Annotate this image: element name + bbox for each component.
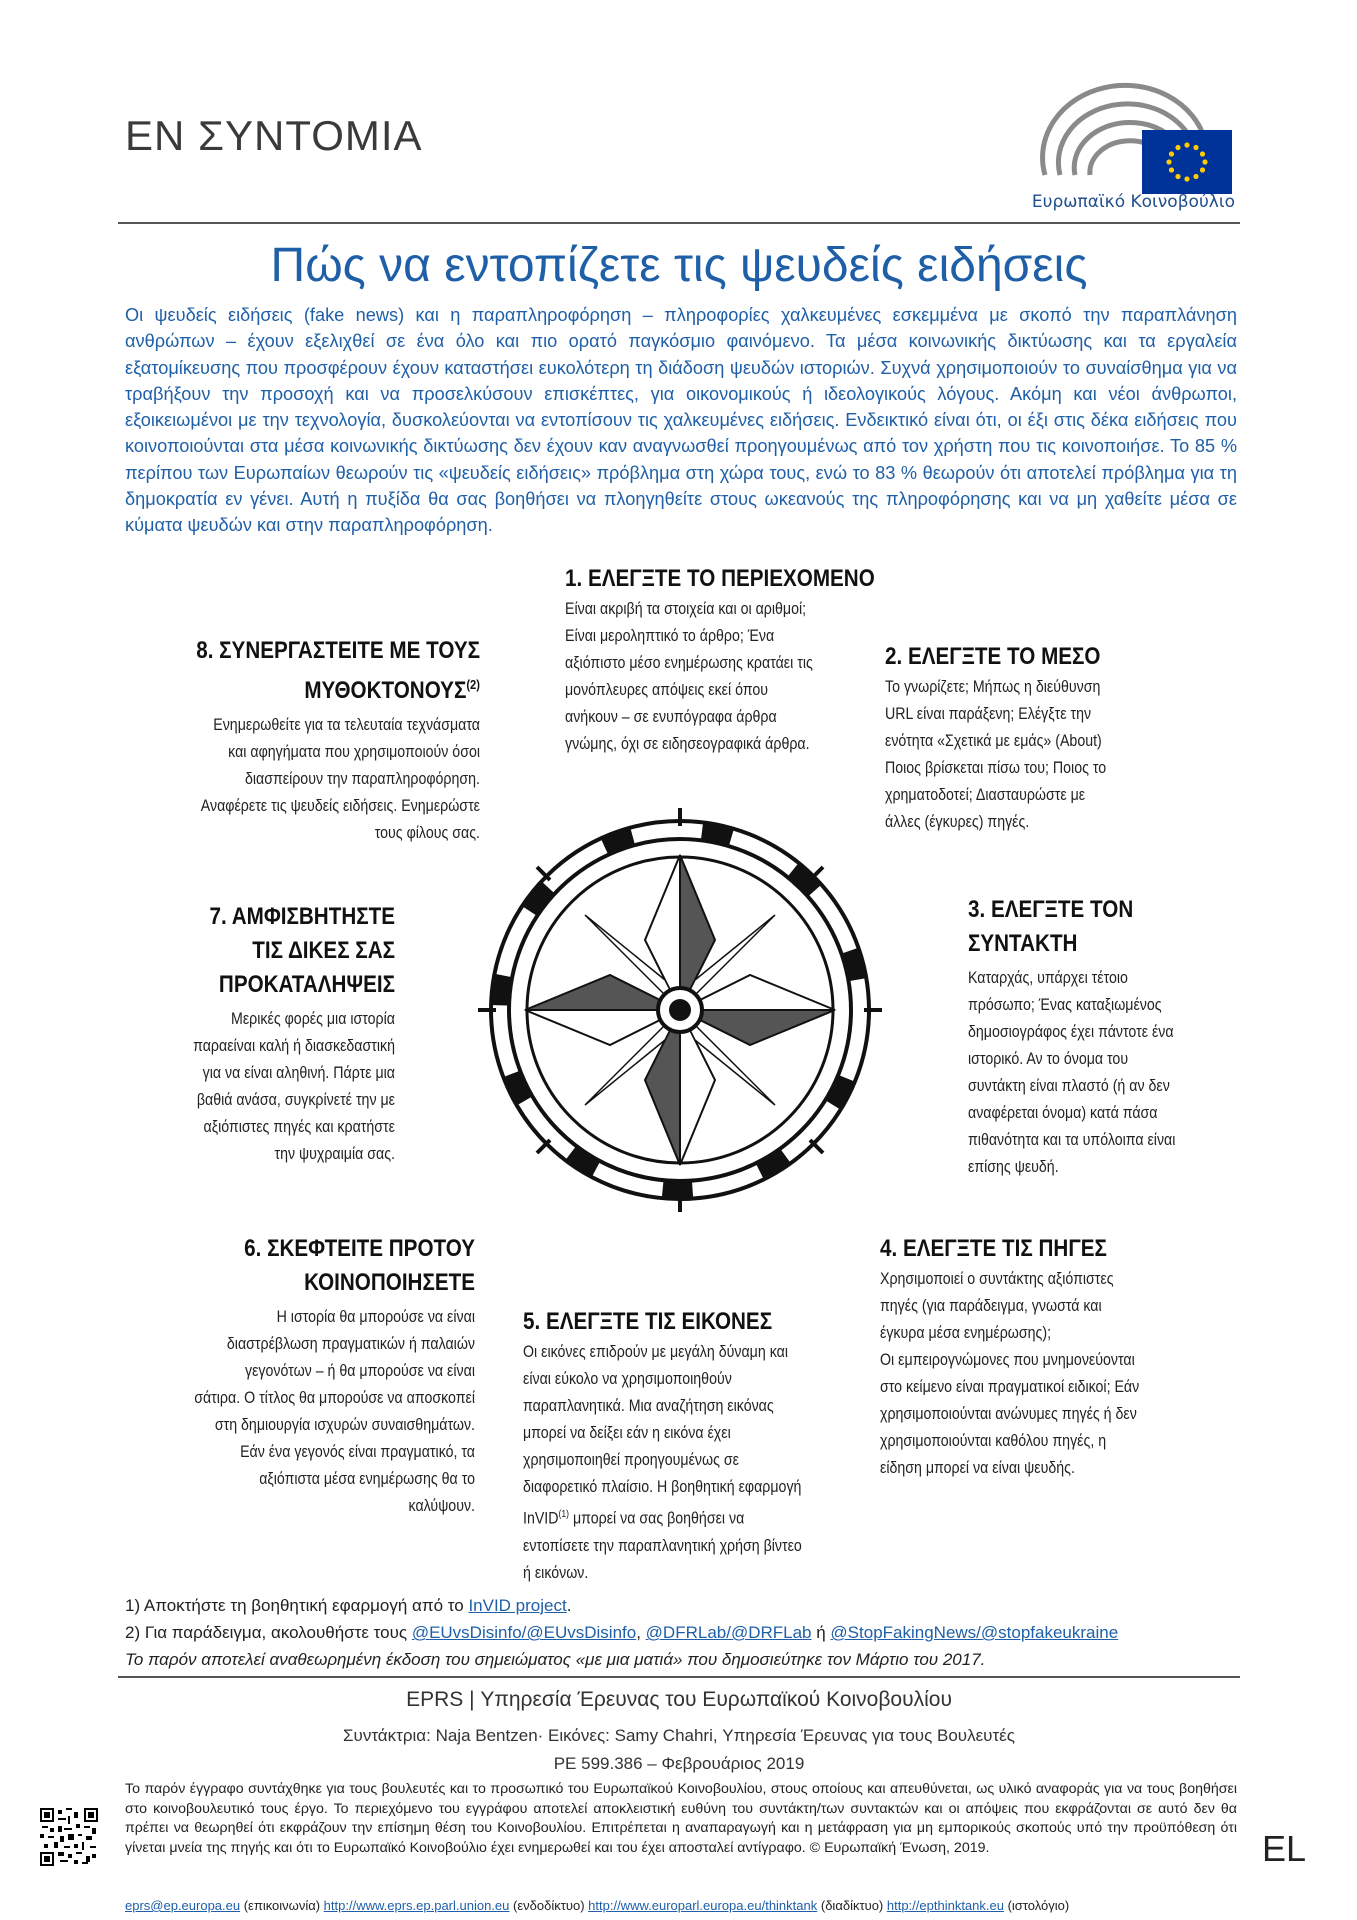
section-heading: 7. ΑΜΦΙΣΒΗΤΗΣΤΕ ΤΙΣ ΔΙΚΕΣ ΣΑΣ ΠΡΟΚΑΤΑΛΗΨΕΙΣ	[209, 903, 395, 998]
section-heading: 5. ΕΛΕΓΞΤΕ ΤΙΣ ΕΙΚΟΝΕΣ	[523, 1308, 773, 1335]
section-check-sources	[880, 1232, 1240, 1482]
section-heading: 4. ΕΛΕΓΞΤΕ ΤΙΣ ΠΗΓΕΣ	[880, 1235, 1107, 1262]
section-body: Είναι ακριβή τα στοιχεία και οι αριθμοί; Είναι μεροληπτικό το άρθρο; Ένα αξιόπιστο μέσο ενημέρωσης κρατάει τις μονόπλευρες απόψεις εκεί όπου ανήκουν – σε ενυπόγραφα άρθρα γνώμης, όχι σε ειδησεογραφικά άρθρα.	[565, 600, 813, 753]
footer-links: eprs@ep.europa.eu (επικοινωνία) http://www.eprs.ep.parl.union.eu (ενδοδίκτυο) http://www.europarl.europa.eu/thinktank (διαδίκτυο) http://epthinktank.eu (ιστολόγιο)	[125, 1898, 1070, 1913]
intro-paragraph: Οι ψευδείς ειδήσεις (fake news) και η παραπληροφόρηση – πληροφορίες χαλκευμένες εσκεμμένα με σκοπό την παραπλάνηση ανθρώπων – έχουν εξελιχθεί σε ένα όλο και πιο ορατό παγκόσμιο φαινόμενο. Τα μέσα κοινωνικής δικτύωσης και τα εργαλεία εξατομίκευσης που προσφέρουν έχουν καταστήσει ευκολότερη τη διάδοση ψευδών ιστοριών. Συχνά χρησιμοποιούν το συναίσθημα για να τραβήξουν την προσοχή και να προσελκύσουν επισκέπτες, για οικονομικούς ή ιδεολογικούς λόγους. Ακόμη και νέοι άνθρωποι, εξοικειωμένοι με την τεχνολογία, δυσκολεύονται να εντοπίσουν τις χαλκευμένες ειδήσεις. Ενδεικτικό είναι ότι, οι έξι στις δέκα ειδήσεις που κοινοποιούνται στα μέσα κοινωνικής δικτύωσης δεν έχουν καν αναγνωσθεί προηγουμένως από τον χρήστη που τις κοινοποιήσε. Το 85 % περίπου των Ευρωπαίων θεωρούν τις «ψευδείς ειδήσεις» πρόβλημα στη χώρα τους, ενώ το 83 % θεωρούν ότι αποτελεί πρόβλημα για τη δημοκρατία εν γένει. Αυτή η πυξίδα θα σας βοηθήσει να πλοηγηθείτε στους ωκεανούς της πληροφόρησης και να μη χαθείτε μέσα σε κύματα ψευδών και στην παραπληροφόρηση.	[125, 305, 1237, 536]
section-heading: 8. ΣΥΝΕΡΓΑΣΤΕΙΤΕ ΜΕ ΤΟΥΣ ΜΥΘΟΚΤΟΝΟΥΣ$^{(2)}$	[196, 637, 480, 704]
section-myth-busters	[100, 634, 480, 847]
section-check-author	[968, 893, 1228, 1181]
eu-flag-icon	[1142, 130, 1232, 194]
section-body: Ενημερωθείτε για τα τελευταία τεχνάσματα και αφηγήματα που χρησιμοποιούν όσοι διασπείρουν την παραπληροφόρηση. Αναφέρετε τις ψευδείς ειδήσεις. Ενημερώστε τους φίλους σας.	[200, 716, 480, 842]
section-body: Οι εικόνες επιδρούν με μεγάλη δύναμη και είναι εύκολο να χρησιμοποιηθούν παραπλανητικά. Μια αναζήτηση εικόνας μπορεί να δείξει εάν η εικόνα έχει χρησιμοποιηθεί προηγουμένως σε διαφορετικό πλαίσιο. Η βοηθητική εφαρμογή InVID$^{(1)}$ μπορεί να σας βοηθήσει να εντοπίσετε την παραπλανητική χρήση βίντεο ή εικόνων.	[523, 1343, 802, 1582]
blog-link[interactable]: http://epthinktank.eu	[886, 1898, 1004, 1913]
section-check-images	[523, 1305, 903, 1587]
revision-note: Το παρόν αποτελεί αναθεωρημένη έκδοση του σημειώματος «με μια ματιά» που δημοσιεύτηκε τον Μάρτιο του 2017.	[125, 1650, 986, 1669]
brief-label: ΕΝ ΣΥΝΤΟΜΙΑ	[125, 112, 423, 159]
org-name: Ευρωπαϊκό Κοινοβούλιο	[1031, 192, 1235, 212]
language-code: EL	[1262, 1828, 1307, 1869]
compass-illustration	[470, 800, 890, 1220]
section-think-before-sharing	[95, 1232, 475, 1520]
email-link[interactable]: eprs@ep.europa.eu	[125, 1898, 241, 1913]
section-heading: 3. ΕΛΕΓΞΤΕ ΤΟΝ ΣΥΝΤΑΚΤΗ	[968, 896, 1134, 957]
disclaimer: Το παρόν έγγραφο συντάχθηκε για τους βουλευτές και το προσωπικό του Ευρωπαϊκού Κοινοβουλίου, στους οποίους και απευθύνεται, ως υλικό αναφοράς για να τους βοηθήσει στο κοινοβουλευτικό τους έργο. Το περιεχόμενο του εγγράφου αποτελεί αποκλειστική ευθύνη του συντάκτη/των συντακτών και οι απόψεις που εκφράζονται σε αυτό δεν θα πρέπει να θεωρηθεί ότι εκφράζουν την επίσημη θέση του Κοινοβουλίου. Επιτρέπεται η αναπαραγωγή και η μετάφραση για μη εμπορικούς σκοπούς υπό την προϋπόθεση ότι γίνεται μνεία της πηγής και ότι το Ευρωπαϊκό Κοινοβούλιο έχει ενημερωθεί και του έχει αποσταλεί αντίγραφο. © Ευρωπαϊκή Ένωση, 2019.	[125, 1781, 1237, 1856]
reference-number: PE 599.386 – Φεβρουάριος 2019	[553, 1754, 805, 1773]
dfrlab-link[interactable]: @DFRLab/@DRFLab	[645, 1623, 812, 1642]
section-challenge-bias	[115, 900, 395, 1168]
section-heading: 1. ΕΛΕΓΞΤΕ ΤΟ ΠΕΡΙΕΧΟΜΕΝΟ	[565, 565, 875, 592]
intranet-link[interactable]: http://www.eprs.ep.parl.union.eu	[323, 1898, 510, 1913]
footer-divider	[118, 1676, 1240, 1678]
service-name: EPRS | Υπηρεσία Έρευνας του Ευρωπαϊκού Κοινοβουλίου	[406, 1688, 952, 1711]
invid-project-link[interactable]: InVID project	[468, 1596, 567, 1615]
section-heading: 2. ΕΛΕΓΞΤΕ ΤΟ ΜΕΣΟ	[885, 643, 1101, 670]
thinktank-link[interactable]: http://www.europarl.europa.eu/thinktank	[588, 1898, 818, 1913]
footnote-2: 2) Για παράδειγμα, ακολουθήστε τους @EUvsDisinfo/@EUvsDisinfo, @DFRLab/@DRFLab ή @StopFakingNews/@stopfakeukraine	[125, 1623, 1119, 1642]
section-body: Το γνωρίζετε; Μήπως η διεύθυνση URL είναι παράξενη; Ελέγξτε την ενότητα «Σχετικά με εμάς» (About) Ποιος βρίσκεται πίσω του; Ποιος το χρηματοδοτεί; Διασταυρώστε με άλλες (έγκυρες) πηγές.	[885, 678, 1107, 831]
section-heading: 6. ΣΚΕΦΤΕΙΤΕ ΠΡΟΤΟΥ ΚΟΙΝΟΠΟΙΗΣΕΤΕ	[244, 1235, 475, 1296]
section-body: Μερικές φορές μια ιστορία παραείναι καλή ή διασκεδαστική για να είναι αληθινή. Πάρτε μια βαθιά ανάσα, συγκρίνετέ την με αξιόπιστες πηγές και κρατήστε την ψυχραιμία σας.	[193, 1010, 395, 1163]
footnote-1: 1) Αποκτήστε τη βοηθητική εφαρμογή από το InVID project.	[125, 1596, 572, 1615]
section-check-medium	[885, 640, 1225, 836]
euvsdisinfo-link[interactable]: @EUvsDisinfo/@EUvsDisinfo	[411, 1623, 637, 1642]
section-body: Χρησιμοποιεί ο συντάκτης αξιόπιστες πηγές (για παράδειγμα, γνωστά και έγκυρα μέσα ενημέρωσης); Οι εμπειρογνώμονες που μνημονεύονται στο κείμενο είναι πραγματικοί ειδικοί; Εάν χρησιμοποιούνται ανώνυμες πηγές ή δεν χρησιμοποιούνται καθόλου πηγές, η είδηση μπορεί να είναι ψευδής.	[880, 1270, 1140, 1477]
section-body: Καταρχάς, υπάρχει τέτοιο πρόσωπο; Ένας καταξιωμένος δημοσιογράφος έχει πάντοτε ένα ιστορικό. Αν το όνομα του συντάκτη είναι πλαστό (ή αν δεν αναφέρεται όνομα) κατά πάσα πιθανότητα και τα υπόλοιπα είναι επίσης ψευδή.	[968, 969, 1176, 1176]
authors-line: Συντάκτρια: Naja Bentzen· Εικόνες: Samy Chahri, Υπηρεσία Έρευνας για τους Βουλευτές	[343, 1726, 1015, 1745]
stopfakingnews-link[interactable]: @StopFakingNews/@stopfakeukraine	[830, 1623, 1119, 1642]
footnotes	[125, 1592, 1237, 1673]
page-title: Πώς να εντοπίζετε τις ψευδείς ειδήσεις	[270, 239, 1088, 292]
qr-code-icon[interactable]	[40, 1808, 98, 1866]
section-body: Η ιστορία θα μπορούσε να είναι διαστρέβλωση πραγματικών ή παλαιών γεγονότων – ή θα μπορούσε να είναι σάτιρα. Ο τίτλος θα μπορούσε να αποσκοπεί στη δημιουργία ισχυρών συναισθημάτων. Εάν ένα γεγονός είναι πραγματικό, τα αξιόπιστα μέσα ενημέρωσης θα το καλύψουν.	[194, 1308, 475, 1515]
header-divider	[118, 222, 1240, 224]
